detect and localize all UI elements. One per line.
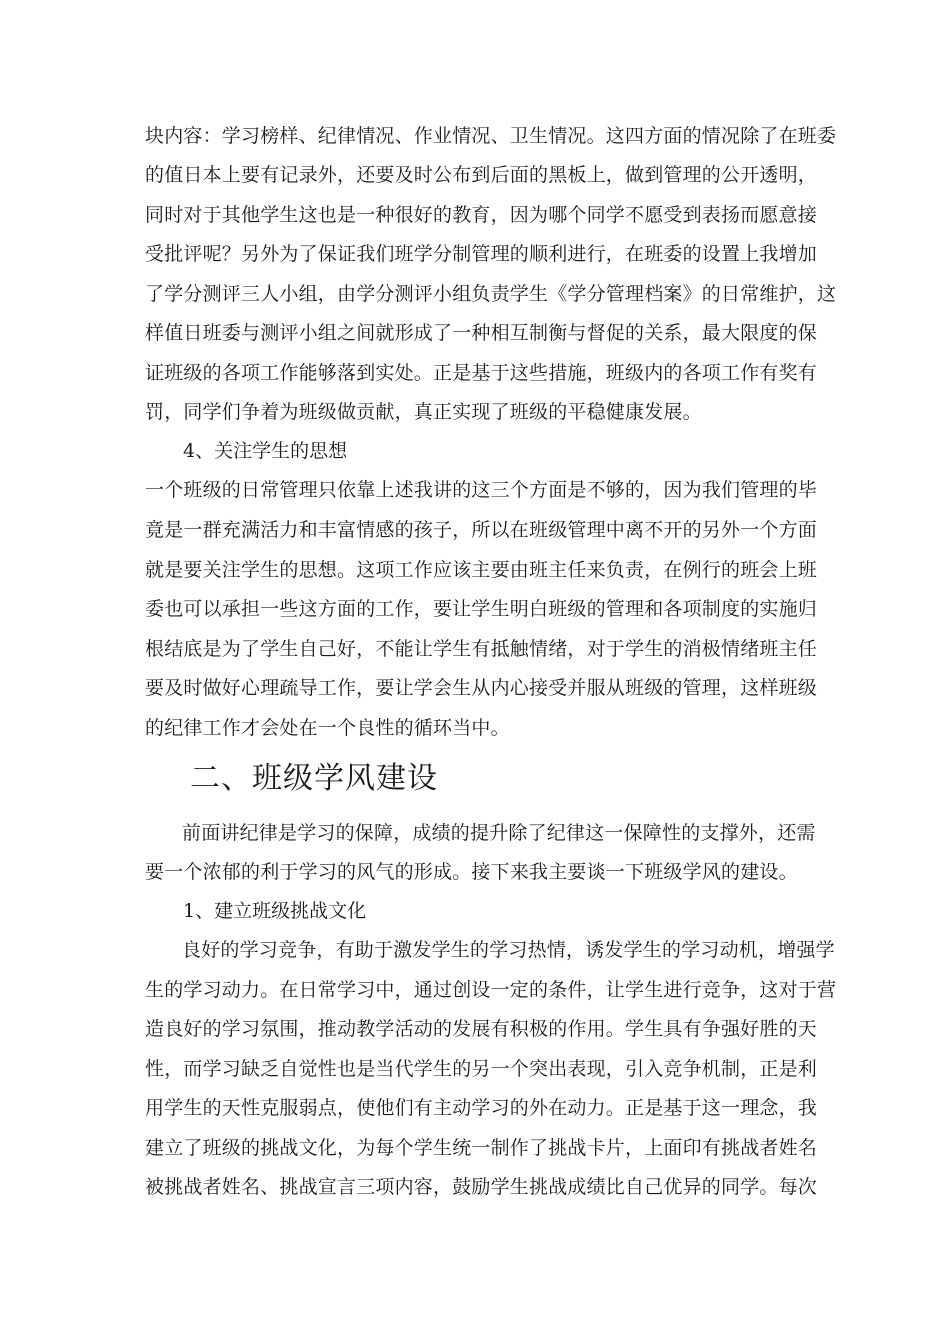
text-line: 用学生的天性克服弱点，使他们有主动学习的外在动力。正是基于这一理念，我 bbox=[145, 1097, 818, 1119]
text-line: 要及时做好心理疏导工作，要让学会生从内心接受并服从班级的管理，这样班级 bbox=[145, 677, 818, 699]
text-line: 就是要关注学生的思想。这项工作应该主要由班主任来负责，在例行的班会上班 bbox=[145, 559, 818, 581]
text-line: 同时对于其他学生这也是一种很好的教育，因为哪个同学不愿受到表扬而愿意接 bbox=[145, 204, 818, 226]
text-line: 被挑战者姓名、挑战宣言三项内容，鼓励学生挑战成绩比自己优异的同学。每次 bbox=[145, 1176, 818, 1198]
text-line: 一个班级的日常管理只依靠上述我讲的这三个方面是不够的，因为我们管理的毕 bbox=[145, 479, 818, 501]
text-line: 样值日班委与测评小组之间就形成了一种相互制衡与督促的关系，最大限度的保 bbox=[145, 322, 818, 344]
text-line: 块内容：学习榜样、纪律情况、作业情况、卫生情况。这四方面的情况除了在班委 bbox=[145, 125, 837, 147]
subheading-4: 4、关注学生的思想 bbox=[183, 440, 348, 462]
text-line: 要一个浓郁的利于学习的风气的形成。接下来我主要谈一下班级学风的建设。 bbox=[145, 861, 798, 883]
text-line: 根结底是为了学生自己好，不能让学生有抵触情绪，对于学生的消极情绪班主任 bbox=[145, 638, 818, 660]
text-line: 造良好的学习氛围，推动教学活动的发展有积极的作用。学生具有争强好胜的天 bbox=[145, 1018, 818, 1040]
text-line: 性，而学习缺乏自觉性也是当代学生的另一个突出表现，引入竞争机制，正是利 bbox=[145, 1058, 818, 1080]
text-line: 的纪律工作才会处在一个良性的循环当中。 bbox=[145, 717, 510, 739]
section-heading: 二、班级学风建设 bbox=[190, 761, 438, 796]
text-line: 委也可以承担一些这方面的工作，要让学生明白班级的管理和各项制度的实施归 bbox=[145, 598, 818, 620]
text-line: 受批评呢？另外为了保证我们班学分制管理的顺利进行，在班委的设置上我增加 bbox=[145, 243, 818, 265]
subheading-1: 1、建立班级挑战文化 bbox=[183, 900, 367, 922]
text-line: 证班级的各项工作能够落到实处。正是基于这些措施，班级内的各项工作有奖有 bbox=[145, 362, 818, 384]
text-line: 罚，同学们争着为班级做贡献，真正实现了班级的平稳健康发展。 bbox=[145, 401, 702, 423]
text-line: 竟是一群充满活力和丰富情感的孩子，所以在班级管理中离不开的另外一个方面 bbox=[145, 519, 818, 541]
text-line: 生的学习动力。在日常学习中，通过创设一定的条件，让学生进行竞争，这对于营 bbox=[145, 979, 837, 1001]
text-line: 的值日本上要有记录外，还要及时公布到后面的黑板上，做到管理的公开透明， bbox=[145, 164, 818, 186]
text-line: 建立了班级的挑战文化，为每个学生统一制作了挑战卡片，上面印有挑战者姓名 bbox=[145, 1137, 818, 1159]
text-line: 良好的学习竞争，有助于激发学生的学习热情，诱发学生的学习动机，增强学 bbox=[182, 939, 835, 961]
text-line: 了学分测评三人小组，由学分测评小组负责学生《学分管理档案》的日常维护，这 bbox=[145, 283, 837, 305]
text-line: 前面讲纪律是学习的保障，成绩的提升除了纪律这一保障性的支撑外，还需 bbox=[182, 822, 816, 844]
